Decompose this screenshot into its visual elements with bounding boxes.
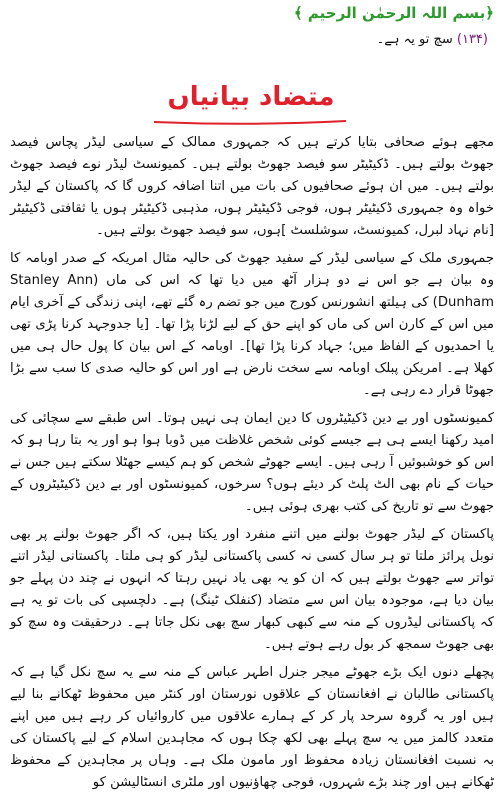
paragraph: کمیونسٹوں اور بے دین ڈکیٹیٹروں کا دین ایمان ہی نہیں ہوتا۔ اس طبقے سے سچائی کی امید رکھنا ایسے ہی ہے جیسے کوئی شخص غلاظت میں ڈوبا ہوا ہو اور یہ بتا رہا ہو کہ اس کو خوشبوئیں آ رہی ہیں۔ ایسے جھوٹے شخص کو ہم کیسے جھٹلا سکتے ہیں جس نے حیات کے نام بھی الٹ پلٹ کر دیئے ہوں؟ سرخوں، کمیونسٹوں اور بے دین ڈکیٹیٹروں کے جھوٹ سے تو تاریخ کی کتب بھری ہوئی ہیں۔ (10, 411, 494, 514)
paragraph: جمہوری ملک کے سیاسی لیڈر کے سفید جھوٹ کی حالیہ مثال امریکہ کے صدر اوبامہ کا وہ بیان ہے جو اس نے دو ہزار آٹھ میں دیا تھا کہ اس کی ماں (Stanley Ann Dunham) کی ہیلتھ انشورنس کورج میں جو تضم رہ گئے تھے، اپنی زندگی کے آخری ایام میں اس کے کارن اس کی ماں کو اپنے حق کے لیے لڑنا پڑا تھا۔ [یا جدوجہد کرنا پڑی تھی یا احمدیوں کے الفاظ میں؛ جہاد کرنا پڑا تھا]۔ اوبامہ کے اس بیان کا پول حال ہی میں کھلا ہے۔ امریکن پبلک اوبامہ سے سخت نارض ہے اور اس کو حالیہ صدی کا سب سے بڑا جھوٹا قرار دے رہی ہے۔ (10, 251, 494, 398)
title-underline (150, 119, 350, 125)
paragraph: پچھلے دنوں ایک بڑے جھوٹے میجر جنرل اطہر عباس کے منہ سے یہ سچ نکل گیا ہے کہ پاکستانی طالبان نے افغانستان کے علاقوں نورستان اور کنٹر میں محفوظ ٹھکانے بنا لیے ہیں اور یہ گروہ سرحد پار کر کے ہمارے علاقوں میں کاروائیاں کر رہے ہیں میں اپنے متعدد کالمز میں یہ سچ پہلے بھی لکھ چکا ہوں کہ مجاہدین اسلام کے لیے پاکستان کی بہ نسبت افغانستان زیادہ محفوظ اور مامون ملک ہے۔ وہاں پر مجاہدین کے محفوظ ٹھکانے ہیں اور چند بڑے شہروں، فوجی چھاؤنیوں اور ملٹری انسٹالیشن کو (10, 665, 494, 790)
column-number: (۱۳۴) (456, 32, 488, 47)
column-subheading (377, 32, 488, 47)
article-body (10, 132, 494, 800)
bismillah-heading: ﴿بسم اللہ الرحمٰن الرحیم ﴾ (293, 4, 494, 22)
paragraph: مجھے ہوئے صحافی بتایا کرتے ہیں کہ جمہوری ممالک کے سیاسی لیڈر پچاس فیصد جھوٹ بولتے ہیں۔ ڈکیٹیٹر سو فیصد جھوٹ بولتے ہیں۔ کمیونسٹ لیڈر نوے فیصد جھوٹ بولتے ہیں۔ میں ان ہوئے صحافیوں کی بات میں اتنا اضافہ کروں گا کہ پاکستان کے لیڈر خواہ وہ جمہوری ڈکیٹیٹر ہوں، فوجی ڈکیٹیٹر ہوں، مذہبی ڈکیٹیٹر ہوں یا ثقافتی ڈکیٹیٹر [نام نہاد لبرل، کمیونسٹ، سوشلسٹ ]ہوں، سو فیصد جھوٹ بولتے ہیں۔ (10, 135, 494, 238)
column-subtitle: سچ تو یہ ہے۔ (376, 32, 453, 47)
article-title: متضاد بیانیاں (167, 82, 335, 112)
paragraph: پاکستان کے لیڈر جھوٹ بولنے میں اتنے منفرد اور یکتا ہیں، کہ اگر جھوٹ بولنے پر بھی نوبل پرائز ملتا تو ہر سال کسی نہ کسی پاکستانی لیڈر کو ہی ملتا۔ پاکستانی لیڈر اتنے تواتر سے جھوٹ بولتے ہیں کہ ان کو یہ بھی یاد نہیں رہتا کہ انہوں نے چند دن پہلے جو بیان دیا ہے، موجودہ بیان اس سے متضاد (کنفلک ٹینگ) ہے۔ دلچسپی کی بات تو یہ ہے کہ پاکستانی لیڈروں کے منہ سے کبھی کبھار سچ بھی نکل جاتا ہے۔ درحقیقت وہ سچ کو بھی جھوٹ سمجھ کر بول رہے ہوتے ہیں۔ (10, 527, 494, 652)
